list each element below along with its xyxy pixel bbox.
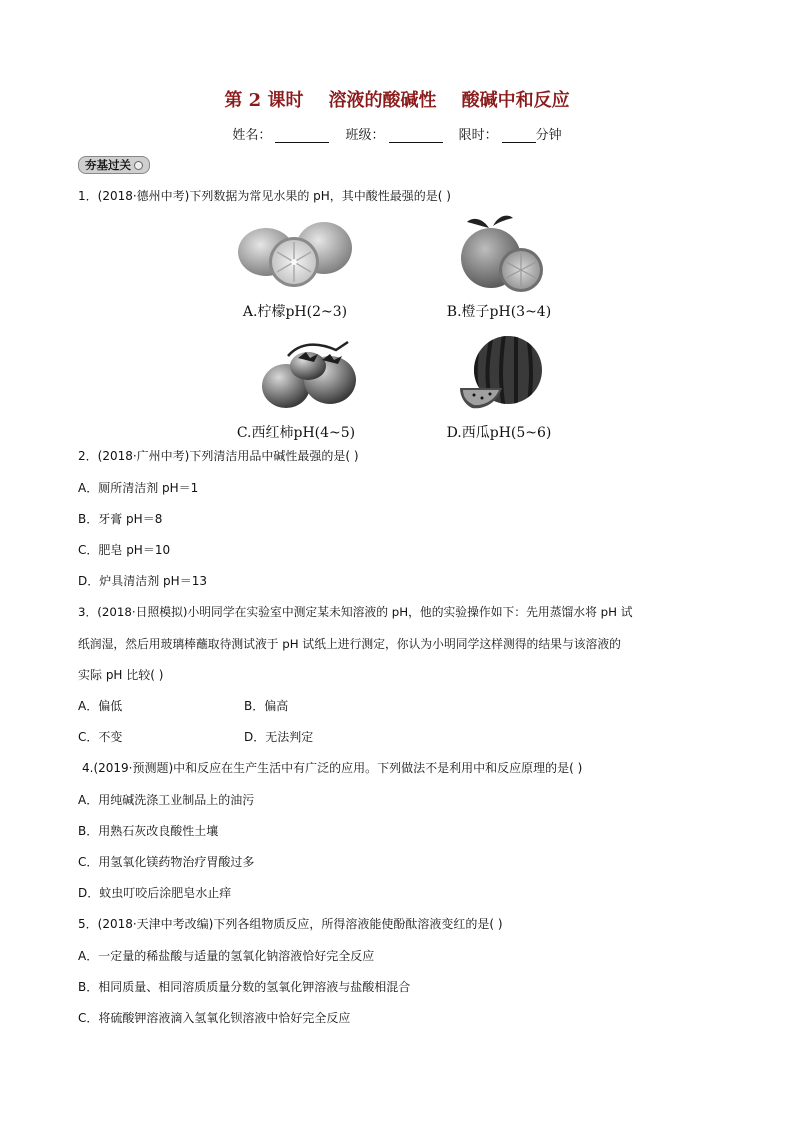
- time-label: 限时：: [458, 128, 498, 143]
- q2-option-a: A．厕所清洁剂 pH＝1: [78, 481, 199, 495]
- q2-option-d: D．炉具清洁剂 pH＝13: [78, 574, 207, 588]
- q3-option-a: A．偏低: [78, 699, 123, 713]
- option-a-caption: A.柠檬pH(2~3): [242, 304, 348, 320]
- tomato-image: [258, 336, 360, 416]
- q4-option-b: B．用熟石灰改良酸性土壤: [78, 824, 219, 838]
- q3-option-c: C．不变: [78, 730, 123, 744]
- question-4-stem: 4.(2019·预测题)中和反应在生产生活中有广泛的应用。下列做法不是利用中和反应原理的是( ): [82, 761, 583, 775]
- question-3-stem-line-3: 实际 pH 比较( ): [78, 668, 164, 682]
- question-2-stem: 2．(2018·广州中考)下列清洁用品中碱性最强的是( ): [78, 449, 359, 463]
- q5-option-a: A．一定量的稀盐酸与适量的氢氧化钠溶液恰好完全反应: [78, 949, 375, 963]
- q4-option-a: A．用纯碱洗涤工业制品上的油污: [78, 793, 255, 807]
- q4-option-d: D．蚊虫叮咬后涂肥皂水止痒: [78, 886, 232, 900]
- q2-option-c: C．肥皂 pH＝10: [78, 543, 171, 557]
- time-unit: 分钟: [535, 128, 562, 143]
- q5-option-b: B．相同质量、相同溶质质量分数的氢氧化钾溶液与盐酸相混合: [78, 980, 411, 994]
- section-badge: [78, 156, 150, 174]
- q3-option-d: D．无法判定: [244, 730, 314, 744]
- class-blank: [389, 128, 443, 143]
- question-3-stem-line-2: 纸润湿，然后用玻璃棒蘸取待测试液于 pH 试纸上进行测定，你认为小明同学这样测得的结果与该溶液的: [78, 637, 621, 651]
- watermelon-image: [458, 334, 548, 412]
- q3-option-b: B．偏高: [244, 699, 289, 713]
- student-info-line: [0, 124, 794, 143]
- time-blank: [502, 128, 536, 143]
- page-title: 第 2 课时 溶液的酸碱性 酸碱中和反应: [224, 90, 570, 111]
- q2-option-b: B．牙膏 pH＝8: [78, 512, 163, 526]
- name-blank: [275, 128, 329, 143]
- q5-option-c: C．将硫酸钾溶液滴入氢氧化钡溶液中恰好完全反应: [78, 1011, 351, 1025]
- question-3-stem-line-1: 3．(2018·日照模拟)小明同学在实验室中测定某未知溶液的 pH，他的实验操作如下：先用蒸馏水将 pH 试: [78, 605, 633, 619]
- badge-dot-icon: [134, 161, 143, 170]
- question-5-stem: 5．(2018·天津中考改编)下列各组物质反应，所得溶液能使酚酞溶液变红的是( ): [78, 917, 503, 931]
- orange-image: [455, 212, 547, 294]
- option-d-caption: D.西瓜pH(5~6): [446, 425, 552, 441]
- lemon-image: [236, 214, 354, 290]
- class-label: 班级：: [345, 128, 385, 143]
- q4-option-c: C．用氢氧化镁药物治疗胃酸过多: [78, 855, 255, 869]
- name-label: 姓名：: [232, 128, 272, 143]
- question-1-stem: 1．(2018·德州中考)下列数据为常见水果的 pH，其中酸性最强的是( ): [78, 189, 451, 203]
- option-b-caption: B.橙子pH(3~4): [446, 304, 552, 320]
- option-c-caption: C.西红柿pH(4~5): [236, 425, 356, 441]
- section-label: 夯基过关: [85, 158, 131, 172]
